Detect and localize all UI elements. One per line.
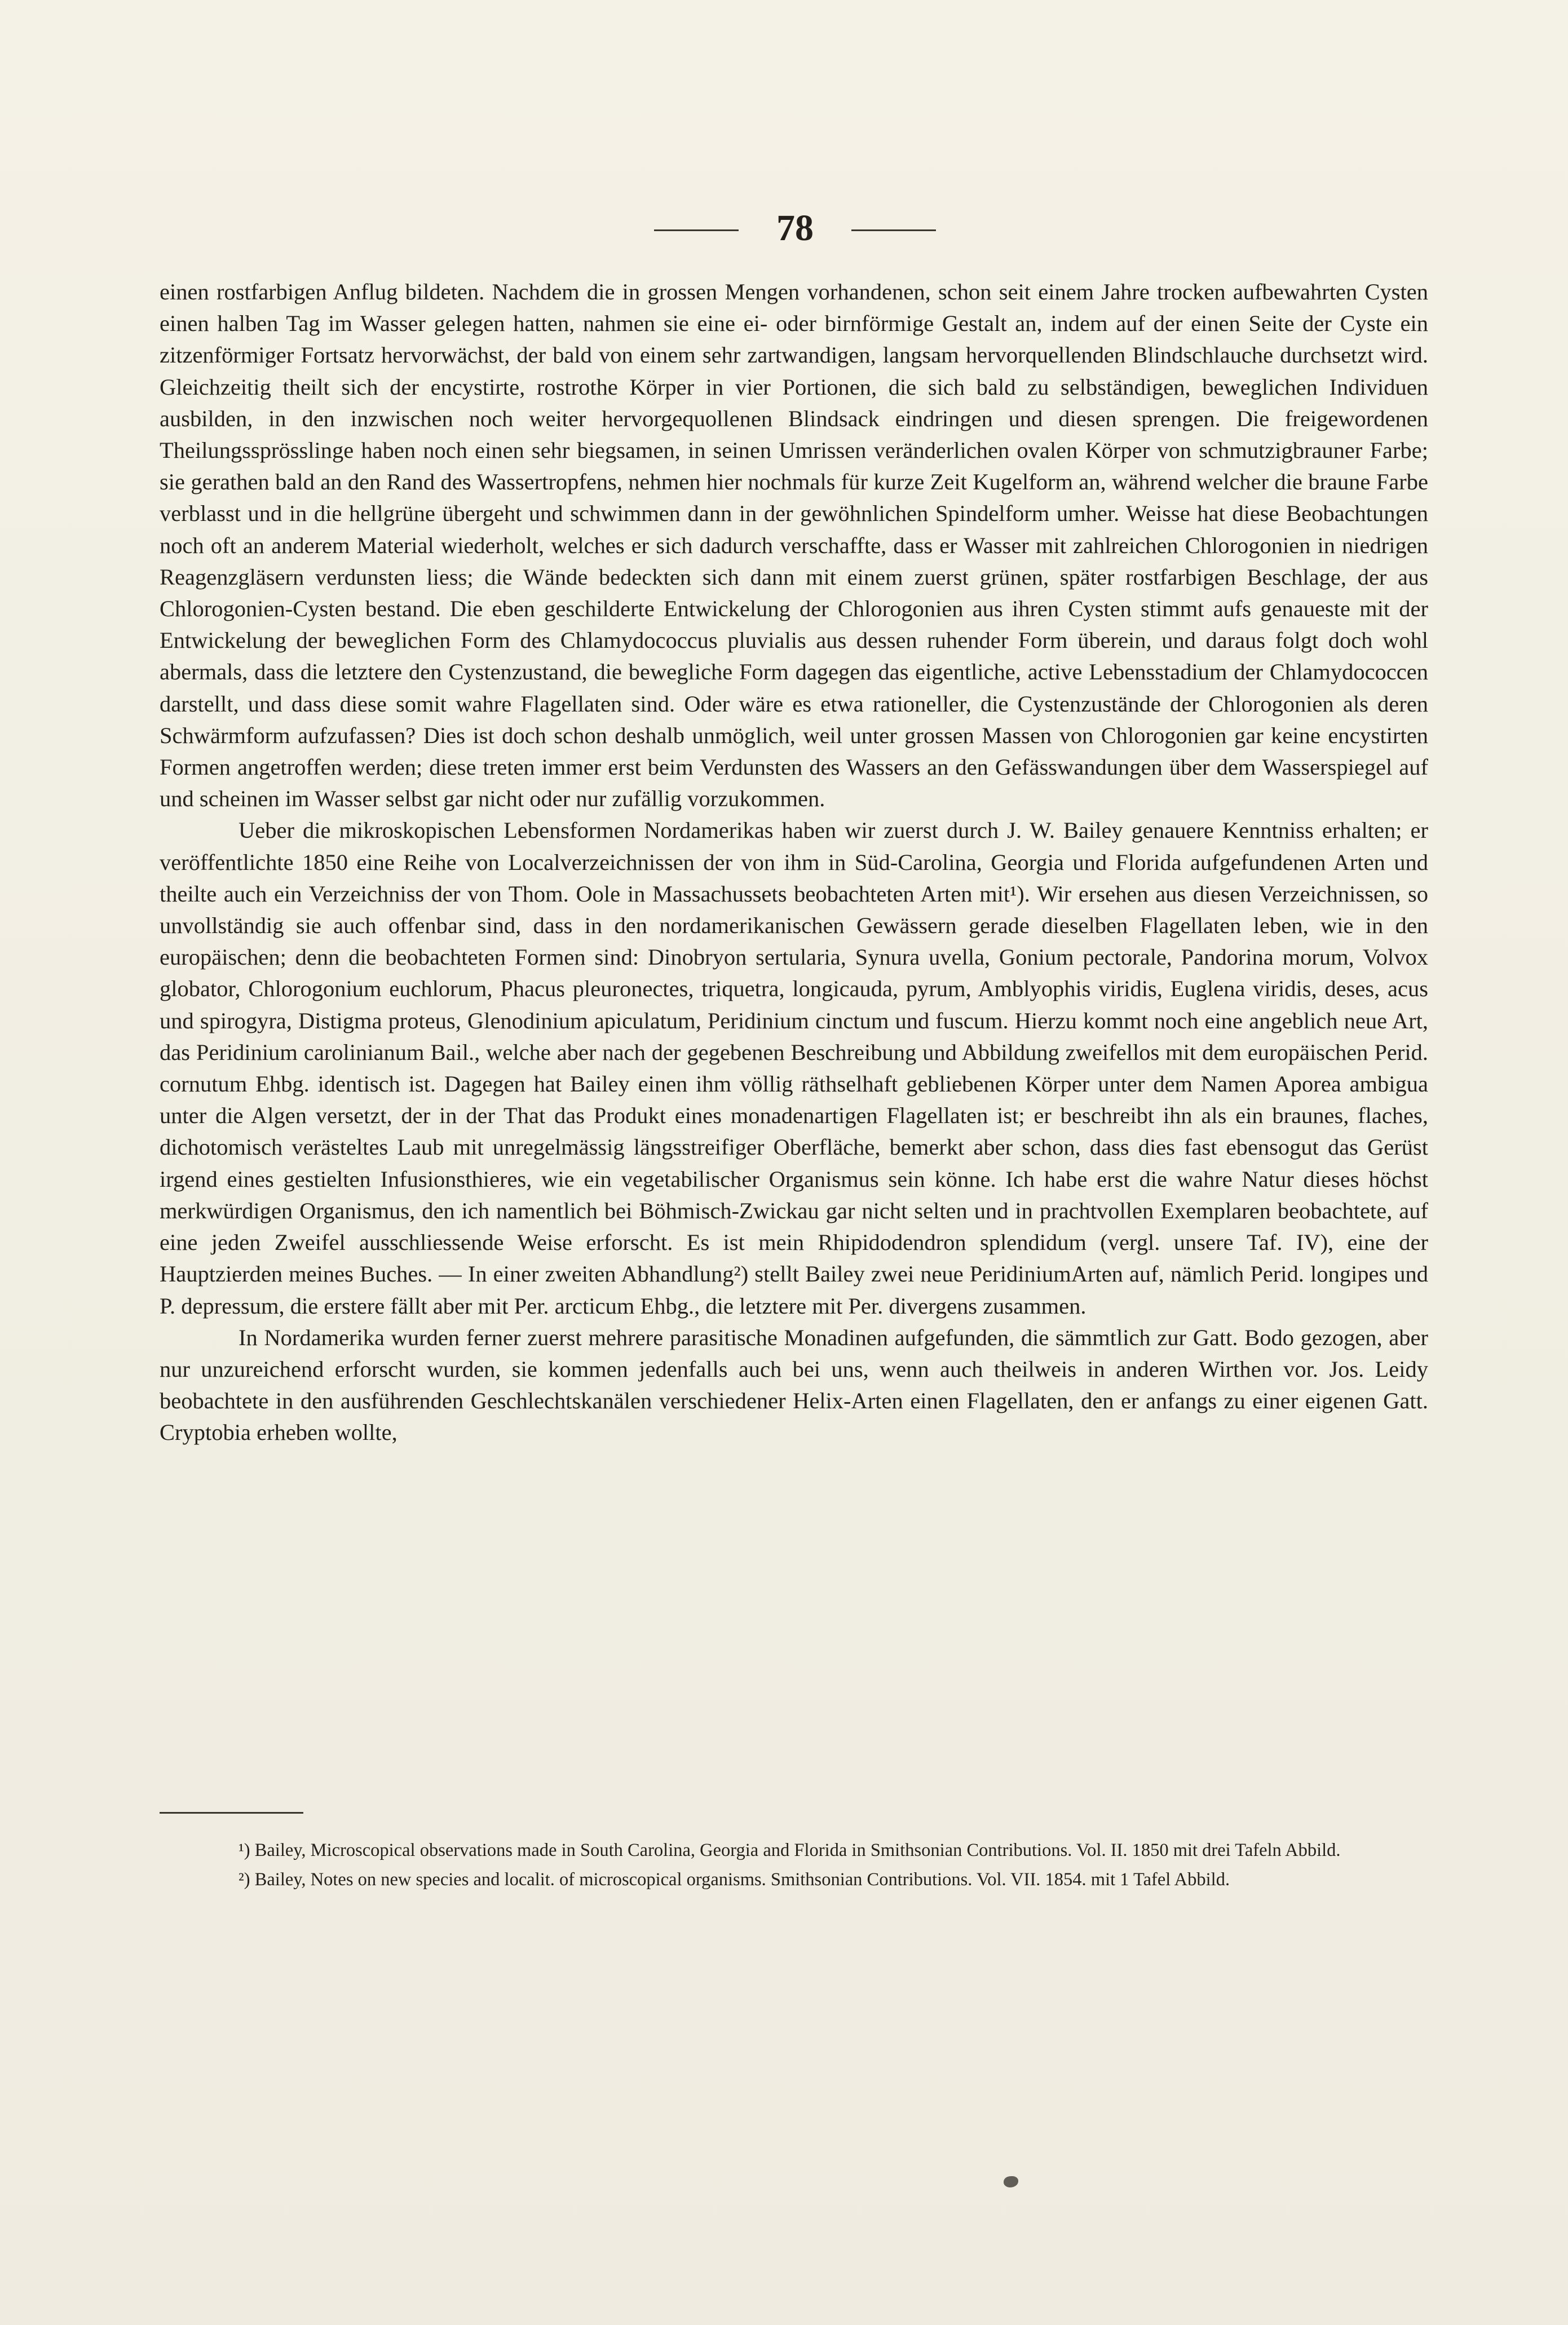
footnotes: [160, 1838, 1428, 1897]
paragraph-2: Ueber die mikroskopischen Lebensformen Nordamerikas haben wir zuerst durch J. W. Bailey genauere Kenntniss erhalten; er veröffentlichte 1850 eine Reihe von Localverzeichnissen der von ihm in Süd-Carolina, Georgia und Florida aufgefundenen Arten und theilte auch ein Verzeichniss der von Thom. Oole in Massachussets beobachteten Arten mit¹). Wir ersehen aus diesen Verzeichnissen, so unvollständig sie auch offenbar sind, dass in den nordamerikanischen Gewässern gerade dieselben Flagellaten leben, wie in den europäischen; denn die beobachteten Formen sind: Dinobryon sertularia, Synura uvella, Gonium pectorale, Pandorina morum, Volvox globator, Chlorogonium euchlorum, Phacus pleuronectes, triquetra, longicauda, pyrum, Amblyophis viridis, Euglena viridis, deses, acus und spirogyra, Distigma proteus, Glenodinium apiculatum, Peridinium cinctum und fuscum. Hierzu kommt noch eine angeblich neue Art, das Peridinium carolinianum Bail., welche aber nach der gegebenen Beschreibung und Abbildung zweifellos mit dem europäischen Perid. cornutum Ehbg. identisch ist. Dagegen hat Bailey einen ihm völlig räthselhaft gebliebenen Körper unter dem Namen Aporea ambigua unter die Algen versetzt, der in der That das Produkt eines monadenartigen Flagellaten ist; er beschreibt ihn als ein braunes, flaches, dichotomisch verästeltes Laub mit unregelmässig längsstreifiger Oberfläche, bemerkt aber schon, dass dies fast ebensogut das Gerüst irgend eines gestielten Infusionsthieres, wie ein vegetabilischer Organismus sein könne. Ich habe erst die wahre Natur dieses höchst merkwürdigen Organismus, den ich namentlich bei Böhmisch-Zwickau gar nicht selten und in prachtvollen Exemplaren beobachtete, auf eine jeden Zweifel ausschliessende Weise erforscht. Es ist mein Rhipidodendron splendidum (vergl. unsere Taf. IV), eine der Hauptzierden meines Buches. — In einer zweiten Abhandlung²) stellt Bailey zwei neue PeridiniumArten auf, nämlich Perid. longipes und P. depressum, die erstere fällt aber mit Per. arcticum Ehbg., die letztere mit Per. divergens zusammen.: [160, 817, 1428, 1319]
paragraph-3: In Nordamerika wurden ferner zuerst mehrere parasitische Monadinen aufgefunden, die sämmtlich zur Gatt. Bodo gezogen, aber nur unzureichend erforscht wurden, sie kommen jedenfalls auch bei uns, wenn auch theilweis in anderen Wirthen vor. Jos. Leidy beobachtete in den ausführenden Geschlechtskanälen verschiedener Helix-Arten einen Flagellaten, den er anfangs zu einer eigenen Gatt. Cryptobia erheben wollte,: [160, 1324, 1428, 1446]
page-header: [0, 203, 1568, 254]
body-text: [160, 276, 1428, 1449]
ink-smudge: [1004, 2176, 1018, 2187]
footnote-1: ¹) Bailey, Microscopical observations made in South Carolina, Georgia and Florida in Smithsonian Contributions. Vol. II. 1850 mit drei Tafeln Abbild.: [238, 1840, 1341, 1860]
footnote-2: ²) Bailey, Notes on new species and localit. of microscopical organisms. Smithsonian Contributions. Vol. VII. 1854. mit 1 Tafel Abbild.: [238, 1869, 1230, 1890]
page-number: 78: [776, 207, 814, 249]
paragraph-1: einen rostfarbigen Anflug bildeten. Nachdem die in grossen Mengen vorhandenen, schon seit einem Jahre trocken aufbewahrten Cysten einen halben Tag im Wasser gelegen hatten, nahmen sie eine ei- oder birnförmige Gestalt an, indem auf der einen Seite der Cyste ein zitzenförmiger Fortsatz hervorwächst, der bald von einem sehr zartwandigen, langsam hervorquellenden Blindschlauche durchsetzt wird. Gleichzeitig theilt sich der encystirte, rostrothe Körper in vier Portionen, die sich bald zu selbständigen, beweglichen Individuen ausbilden, in den inzwischen noch weiter hervorgequollenen Blindsack eindringen und diesen sprengen. Die freigewordenen Theilungssprösslinge haben noch einen sehr biegsamen, in seinen Umrissen veränderlichen ovalen Körper von schmutzigbrauner Farbe; sie gerathen bald an den Rand des Wassertropfens, nehmen hier nochmals für kurze Zeit Kugelform an, während welcher die braune Farbe verblasst und in die hellgrüne übergeht und schwimmen dann in der gewöhnlichen Spindelform umher. Weisse hat diese Beobachtungen noch oft an anderem Material wiederholt, welches er sich dadurch verschaffte, dass er Wasser mit zahlreichen Chlorogonien in niedrigen Reagenzgläsern verdunsten liess; die Wände bedeckten sich dann mit einem zuerst grünen, später rostfarbigen Beschlage, der aus Chlorogonien-Cysten bestand. Die eben geschilderte Entwickelung der Chlorogonien aus ihren Cysten stimmt aufs genaueste mit der Entwickelung der beweglichen Form des Chlamydococcus pluvialis aus dessen ruhender Form überein, und daraus folgt doch wohl abermals, dass die letztere den Cystenzustand, die bewegliche Form dagegen das eigentliche, active Lebensstadium der Chlamydococcen darstellt, und dass diese somit wahre Flagellaten sind. Oder wäre es etwa rationeller, die Cystenzustände der Chlorogonien als deren Schwärmform aufzufassen? Dies ist doch schon deshalb unmöglich, weil unter grossen Massen von Chlorogonien gar keine encystirten Formen angetroffen werden; diese treten immer erst beim Verdunsten des Wassers an den Gefässwandungen über dem Wasserspiegel auf und scheinen im Wasser selbst gar nicht oder nur zufällig vorzukommen.: [160, 279, 1428, 812]
footnote-separator: [160, 1812, 303, 1814]
header-rule-left: [654, 229, 739, 231]
header-rule-right: [851, 229, 936, 231]
